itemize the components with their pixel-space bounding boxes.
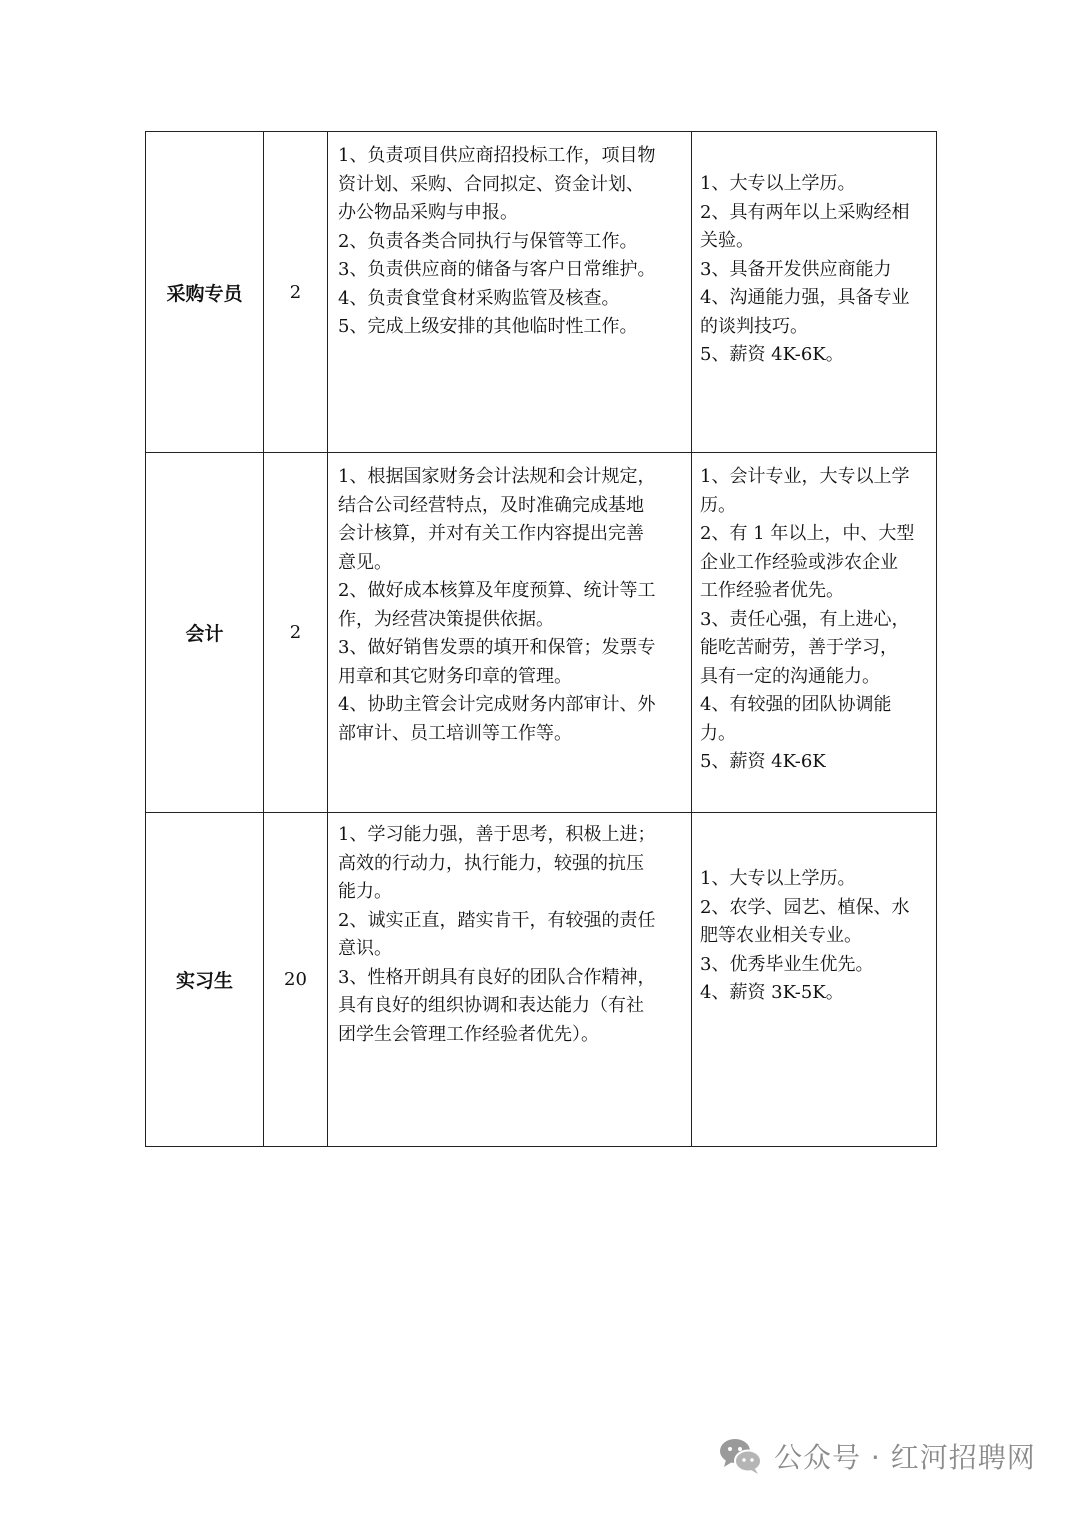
requirement-line: 1、大专以上学历。: [700, 868, 856, 889]
job-title: 实习生: [146, 813, 264, 1147]
headcount: 2: [264, 453, 328, 813]
duty-line: 3、性格开朗具有良好的团队合作精神，: [338, 966, 656, 988]
job-duties: [328, 813, 692, 1147]
wechat-icon: [718, 1436, 764, 1476]
requirement-line: 2、农学、园艺、植保、水: [700, 896, 910, 918]
requirement-line: 5、薪资 4K-6K。: [700, 344, 844, 365]
requirement-line: 3、责任心强，有上进心，: [700, 608, 910, 630]
requirement-line: 具有一定的沟通能力。: [700, 665, 880, 687]
duty-line: 1、根据国家财务会计法规和会计规定，: [338, 466, 656, 487]
duty-line: 1、学习能力强，善于思考，积极上进；: [338, 824, 656, 845]
requirement-line: 历。: [700, 494, 736, 516]
headcount: 20: [264, 813, 328, 1147]
duty-line: 作，为经营决策提供依据。: [338, 608, 554, 630]
duty-line: 资计划、采购、合同拟定、资金计划、: [338, 173, 644, 195]
requirement-line: 1、会计专业，大专以上学: [700, 466, 910, 487]
duty-line: 2、负责各类合同执行与保管等工作。: [338, 230, 638, 252]
table-row: [146, 813, 937, 1147]
requirement-line: 4、有较强的团队协调能: [700, 694, 892, 715]
job-title: 采购专员: [146, 132, 264, 453]
requirement-line: 关验。: [700, 230, 754, 251]
jobs-table-body: [146, 132, 937, 1147]
duty-line: 会计核算，并对有关工作内容提出完善: [338, 523, 644, 544]
duty-line: 3、做好销售发票的填开和保管；发票专: [338, 637, 656, 658]
headcount: 2: [264, 132, 328, 453]
requirement-line: 1、大专以上学历。: [700, 173, 856, 194]
job-requirements: [692, 813, 937, 1147]
duty-line: 高效的行动力，执行能力，较强的抗压: [338, 852, 644, 874]
job-requirements: [692, 132, 937, 453]
jobs-table: [145, 131, 937, 1147]
duty-line: 意识。: [338, 938, 392, 959]
requirement-line: 2、具有两年以上采购经相: [700, 201, 910, 223]
requirement-line: 2、有 1 年以上，中、大型: [700, 523, 915, 544]
requirement-line: 4、沟通能力强，具备专业: [700, 287, 910, 308]
requirement-line: 肥等农业相关专业。: [700, 925, 862, 946]
watermark-text: 公众号 · 红河招聘网: [774, 1441, 1036, 1474]
job-requirements: [692, 453, 937, 813]
duty-line: 2、诚实正直，踏实肯干，有较强的责任: [338, 909, 656, 931]
duty-line: 团学生会管理工作经验者优先）。: [338, 1023, 599, 1045]
duty-line: 结合公司经营特点，及时准确完成基地: [338, 494, 644, 516]
job-title: 会计: [146, 453, 264, 813]
requirement-line: 3、具备开发供应商能力: [700, 258, 892, 280]
requirement-line: 能吃苦耐劳，善于学习，: [700, 637, 898, 658]
duty-line: 能力。: [338, 881, 392, 902]
duty-line: 意见。: [338, 551, 392, 573]
requirement-line: 的谈判技巧。: [700, 315, 808, 337]
duty-line: 具有良好的组织协调和表达能力（有社: [338, 995, 644, 1016]
job-duties: [328, 453, 692, 813]
duty-line: 5、完成上级安排的其他临时性工作。: [338, 316, 638, 337]
duty-line: 4、负责食堂食材采购监管及核查。: [338, 287, 620, 309]
duty-line: 4、协助主管会计完成财务内部审计、外: [338, 694, 656, 715]
duty-line: 部审计、员工培训等工作等。: [338, 722, 572, 744]
requirement-line: 企业工作经验或涉农企业: [700, 551, 898, 573]
requirement-line: 4、薪资 3K-5K。: [700, 982, 844, 1003]
table-row: [146, 453, 937, 813]
job-duties: [328, 132, 692, 453]
duty-line: 3、负责供应商的储备与客户日常维护。: [338, 259, 656, 280]
duty-line: 办公物品采购与申报。: [338, 202, 518, 223]
requirement-line: 3、优秀毕业生优先。: [700, 953, 874, 975]
requirement-line: 力。: [700, 722, 736, 744]
duty-line: 2、做好成本核算及年度预算、统计等工: [338, 580, 656, 601]
requirement-line: 工作经验者优先。: [700, 580, 844, 601]
duty-line: 1、负责项目供应商招投标工作，项目物: [338, 145, 656, 166]
requirement-line: 5、薪资 4K-6K: [700, 751, 826, 772]
watermark: [718, 1428, 1036, 1484]
table-row: [146, 132, 937, 453]
duty-line: 用章和其它财务印章的管理。: [338, 665, 572, 687]
